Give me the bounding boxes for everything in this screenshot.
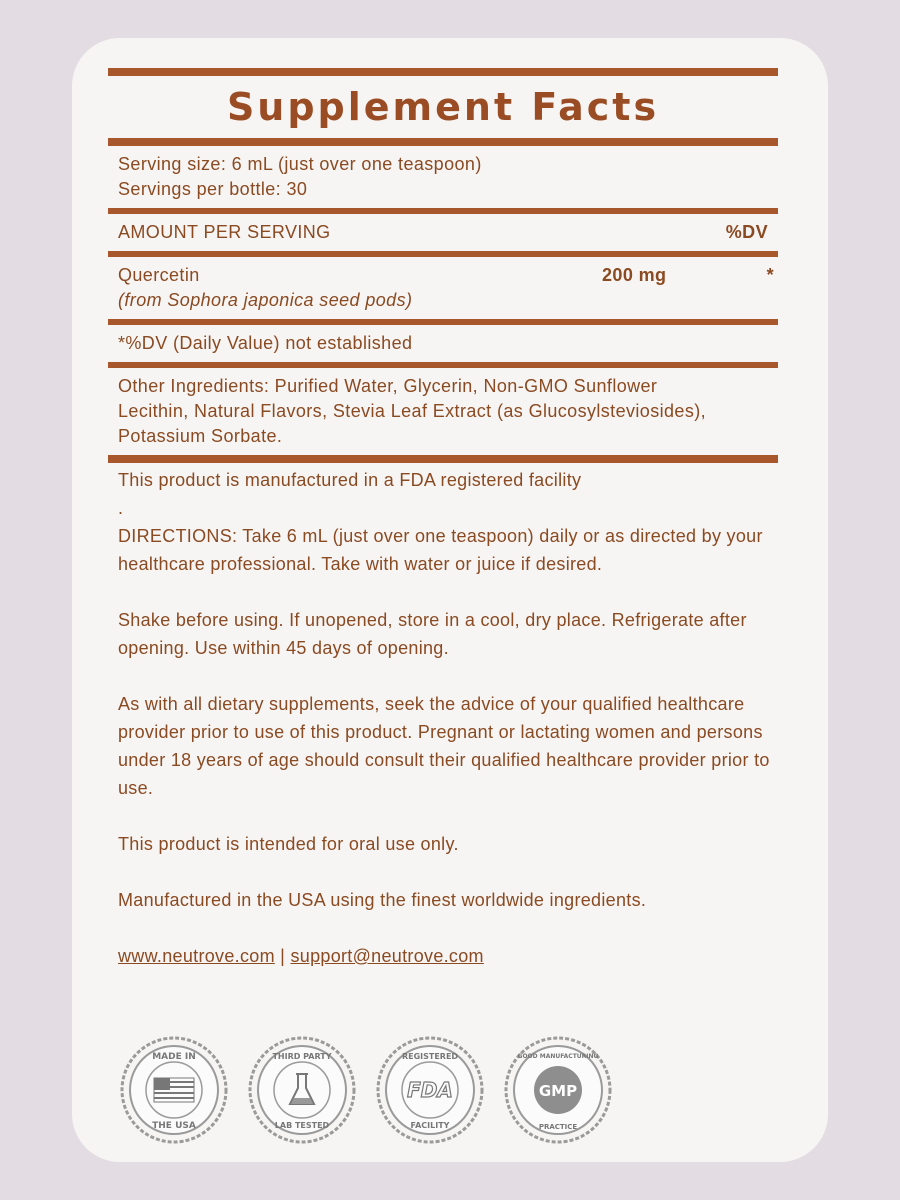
svg-text:GOOD MANUFACTURING: GOOD MANUFACTURING bbox=[517, 1053, 599, 1060]
gmp-badge-icon bbox=[502, 1034, 614, 1146]
svg-text:REGISTERED: REGISTERED bbox=[401, 1052, 459, 1061]
divider-bar bbox=[108, 68, 778, 76]
label-text bbox=[118, 466, 778, 998]
email-link[interactable]: support@neutrove.com bbox=[290, 946, 484, 966]
storage-text: Shake before using. If unopened, store in a cool, dry place. Refrigerate after opening. Use within 45 days of opening. bbox=[118, 610, 747, 658]
contact-links bbox=[118, 942, 778, 970]
facility-text: This product is manufactured in a FDA registered facility bbox=[118, 470, 582, 490]
supplement-facts-panel bbox=[108, 68, 778, 463]
divider-bar bbox=[108, 138, 778, 146]
warning-text: As with all dietary supplements, seek the advice of your qualified healthcare provider prior to use of this product. Pregnant or lactating women and persons under 18 years of age should consult their qualified healthcare provider prior to use. bbox=[118, 694, 770, 798]
other-ingredients bbox=[108, 368, 778, 455]
serving-info bbox=[108, 146, 778, 208]
svg-text:FACILITY: FACILITY bbox=[410, 1121, 450, 1130]
oral-use-text: This product is intended for oral use only. bbox=[118, 834, 459, 854]
serving-size: Serving size: 6 mL (just over one teaspoon) bbox=[118, 154, 482, 174]
ingredient-row bbox=[108, 257, 778, 319]
svg-text:FDA: FDA bbox=[407, 1078, 453, 1102]
ingredient-dv: * bbox=[766, 265, 774, 285]
other-ingredients-line: Other Ingredients: Purified Water, Glycerin, Non-GMO Sunflower bbox=[118, 376, 658, 396]
svg-text:LAB TESTED: LAB TESTED bbox=[274, 1121, 330, 1130]
made-in-usa-text: Manufactured in the USA using the finest worldwide ingredients. bbox=[118, 890, 647, 910]
other-ingredients-line: Potassium Sorbate. bbox=[118, 426, 283, 446]
fda-registered-facility-badge-icon bbox=[374, 1034, 486, 1146]
svg-text:GMP: GMP bbox=[538, 1082, 578, 1100]
directions-text: DIRECTIONS: Take 6 mL (just over one teaspoon) daily or as directed by your healthcare professional. Take with water or juice if desired. bbox=[118, 526, 763, 574]
ingredient-name: Quercetin bbox=[118, 265, 200, 285]
ingredient-source: (from Sophora japonica seed pods) bbox=[118, 290, 413, 310]
svg-text:MADE IN: MADE IN bbox=[152, 1052, 196, 1062]
servings-per-bottle: Servings per bottle: 30 bbox=[118, 179, 308, 199]
amount-header bbox=[108, 214, 778, 251]
amount-per-serving-label: AMOUNT PER SERVING bbox=[118, 222, 331, 242]
certification-badges bbox=[118, 1034, 614, 1146]
dot-text: . bbox=[118, 498, 124, 518]
third-party-lab-tested-badge-icon bbox=[246, 1034, 358, 1146]
other-ingredients-line: Lecithin, Natural Flavors, Stevia Leaf Extract (as Glucosylsteviosides), bbox=[118, 401, 707, 421]
divider-bar bbox=[108, 455, 778, 463]
dv-label: %DV bbox=[725, 222, 768, 242]
panel-title: Supplement Facts bbox=[226, 85, 660, 129]
svg-text:PRACTICE: PRACTICE bbox=[538, 1123, 578, 1131]
website-link[interactable]: www.neutrove.com bbox=[118, 946, 275, 966]
svg-text:THE USA: THE USA bbox=[152, 1121, 196, 1131]
ingredient-amount: 200 mg bbox=[602, 265, 667, 285]
link-separator: | bbox=[280, 946, 286, 966]
svg-text:THIRD PARTY: THIRD PARTY bbox=[272, 1052, 332, 1061]
dv-note: *%DV (Daily Value) not established bbox=[118, 333, 413, 353]
made-in-usa-badge-icon bbox=[118, 1034, 230, 1146]
supplement-card bbox=[72, 38, 828, 1162]
